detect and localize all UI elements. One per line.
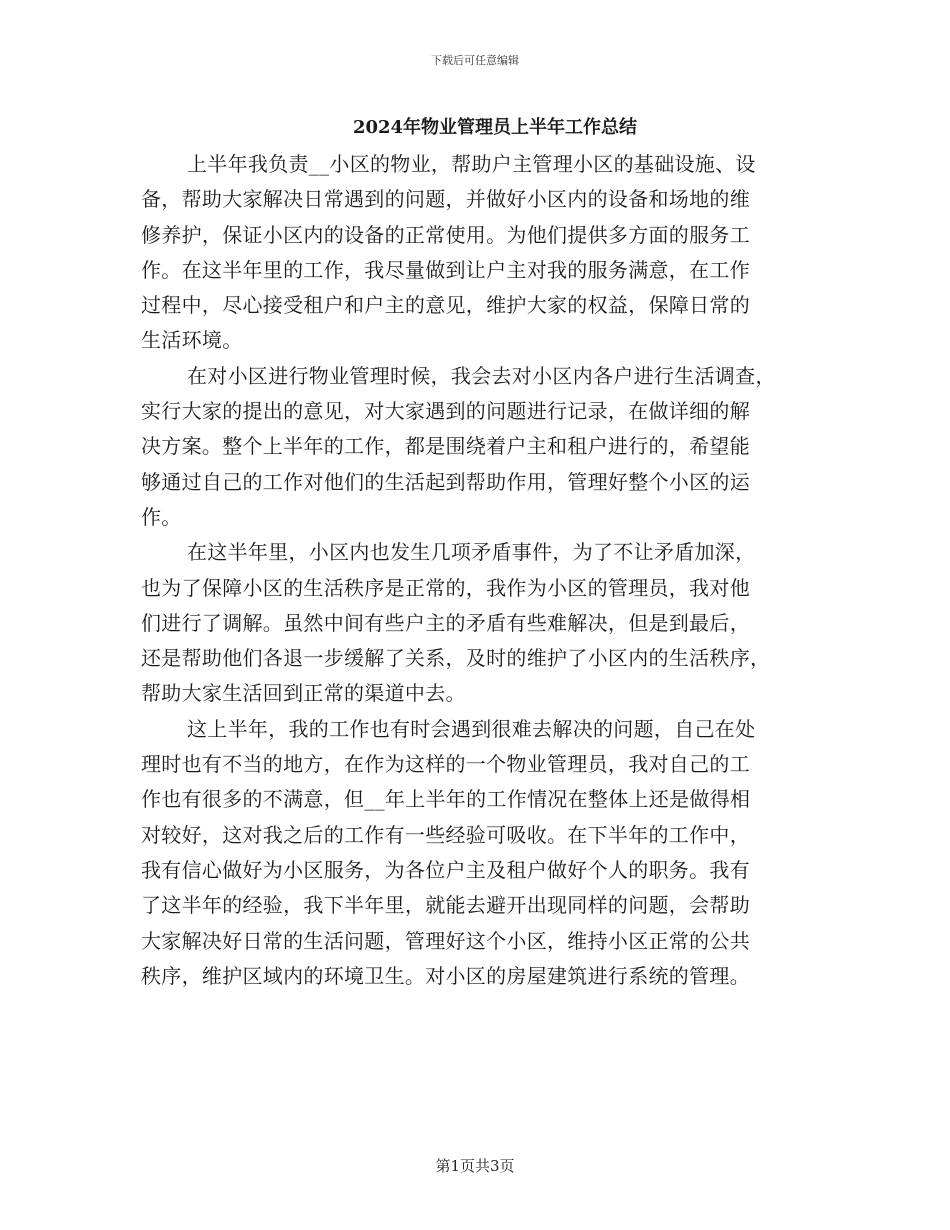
text-line: 修养护，保证小区内的设备的正常使用。为他们提供多方面的服务工 — [141, 222, 750, 247]
text-line: 秩序，维护区域内的环境卫生。对小区的房屋建筑进行系统的管理。 — [141, 963, 750, 988]
text-line: 们进行了调解。虽然中间有些户主的矛盾有些难解决，但是到最后， — [141, 610, 750, 635]
document-title: 2024年物业管理员上半年工作总结 — [352, 117, 638, 138]
text-line: 作。在这半年里的工作，我尽量做到让户主对我的服务满意，在工作 — [141, 257, 750, 282]
page-number-footer: 第1页共3页 — [435, 1157, 515, 1175]
text-line: 上半年我负责__小区的物业，帮助户主管理小区的基础设施、设 — [187, 152, 756, 176]
text-line: 还是帮助他们各退一步缓解了关系，及时的维护了小区内的生活秩序， — [141, 646, 771, 671]
text-line: 大家解决好日常的生活问题，管理好这个小区，维持小区正常的公共 — [141, 928, 750, 953]
paragraph — [141, 147, 813, 359]
text-line: 决方案。整个上半年的工作，都是围绕着户主和租户进行的，希望能 — [141, 434, 750, 459]
header-note: 下载后可任意编辑 — [431, 54, 519, 67]
text-line: 对较好，这对我之后的工作有一些经验可吸收。在下半年的工作中， — [141, 822, 750, 847]
text-line: 我有信心做好为小区服务，为各位户主及租户做好个人的职务。我有 — [141, 857, 750, 882]
text-line: 作也有很多的不满意，但__年上半年的工作情况在整体上还是做得相 — [141, 787, 751, 812]
document-body — [141, 147, 813, 994]
text-line: 了这半年的经验，我下半年里，就能去避开出现同样的问题，会帮助 — [141, 893, 750, 918]
text-line: 也为了保障小区的生活秩序是正常的，我作为小区的管理员，我对他 — [141, 575, 750, 600]
text-line: 够通过自己的工作对他们的生活起到帮助作用，管理好整个小区的运 — [141, 469, 750, 494]
text-line: 这上半年，我的工作也有时会遇到很难去解决的问题，自己在处 — [187, 716, 756, 741]
text-line: 实行大家的提出的意见，对大家遇到的问题进行记录，在做详细的解 — [141, 399, 750, 424]
text-line: 在对小区进行物业管理时候，我会去对小区内各户进行生活调查， — [187, 363, 776, 388]
paragraph — [141, 712, 813, 994]
text-line: 过程中，尽心接受租户和户主的意见，维护大家的权益，保障日常的 — [141, 293, 750, 318]
paragraph — [141, 535, 813, 711]
text-line: 帮助大家生活回到正常的渠道中去。 — [141, 681, 466, 706]
text-line: 作。 — [141, 504, 182, 529]
text-line: 备，帮助大家解决日常遇到的问题，并做好小区内的设备和场地的维 — [141, 187, 750, 212]
text-line: 理时也有不当的地方，在作为这样的一个物业管理员，我对自己的工 — [141, 752, 750, 777]
text-line: 在这半年里，小区内也发生几项矛盾事件，为了不让矛盾加深， — [187, 540, 756, 565]
paragraph — [141, 359, 813, 535]
text-line: 生活环境。 — [141, 328, 243, 353]
